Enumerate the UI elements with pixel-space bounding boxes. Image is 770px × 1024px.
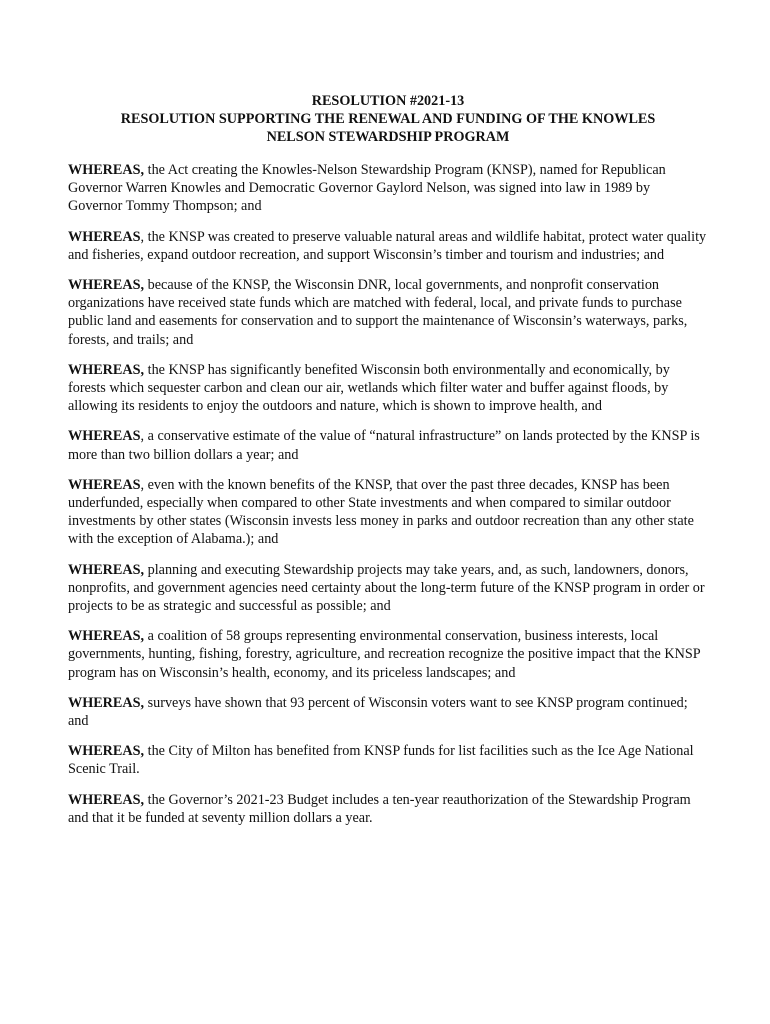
whereas-lead: WHEREAS: [68, 476, 141, 493]
whereas-text: surveys have shown that 93 percent of Wisconsin voters want to see KNSP program continued; and: [68, 694, 688, 730]
whereas-text: because of the KNSP, the Wisconsin DNR, local governments, and nonprofit conservation organizations have received state funds which are matched with federal, local, and private funds to purchase public land and easements for conservation and to support the maintenance of Wisconsin’s waterways, parks, forests, and trails; and: [68, 277, 688, 348]
whereas-paragraph: [68, 561, 708, 616]
whereas-text: , even with the known benefits of the KNSP, that over the past three decades, KNSP has been underfunded, especially when compared to other State investments and when compared to similar outdoor investments by other states (Wisconsin invests less money in parks and outdoor recreation than any other state with the exception of Alabama.); and: [68, 476, 694, 548]
whereas-text: planning and executing Stewardship projects may take years, and, as such, landowners, donors, nonprofits, and government agencies need certainty about the long-term future of the KNSP program in order or projects to be as strategic and successful as possible; and: [68, 561, 705, 615]
resolution-number: RESOLUTION #2021-13: [311, 93, 465, 109]
resolution-title: [68, 92, 708, 146]
whereas-paragraph: [68, 276, 708, 349]
resolution-title-line-2: NELSON STEWARDSHIP PROGRAM: [266, 129, 510, 145]
whereas-text: the Governor’s 2021-23 Budget includes a ten-year reauthorization of the Stewardship Program and that it be funded at seventy million dollars a year.: [68, 791, 691, 826]
whereas-paragraph: [68, 161, 708, 216]
whereas-paragraph: [68, 694, 708, 730]
whereas-lead: WHEREAS,: [68, 743, 145, 760]
whereas-text: the Act creating the Knowles-Nelson Stewardship Program (KNSP), named for Republican Governor Warren Knowles and Democratic Governor Gaylord Nelson, was signed into law in 1989 by Governor Tommy Thompson; and: [68, 162, 666, 215]
whereas-text: the City of Milton has benefited from KNSP funds for list facilities such as the Ice Age National Scenic Trail.: [68, 743, 694, 778]
whereas-lead: WHEREAS,: [68, 694, 145, 711]
whereas-text: , the KNSP was created to preserve valuable natural areas and wildlife habitat, protect water quality and fisheries, expand outdoor recreation, and support Wisconsin’s timber and tourism and industries; and: [68, 228, 707, 263]
document-page: [68, 92, 708, 839]
whereas-lead: WHEREAS,: [68, 162, 145, 178]
whereas-text: a coalition of 58 groups representing environmental conservation, business interests, local governments, hunting, fishing, forestry, agriculture, and recreation recognize the positive impact that the KNSP program has on Wisconsin’s health, economy, and its priceless landscapes; and: [68, 628, 701, 681]
whereas-paragraph: [68, 228, 708, 264]
whereas-text: , a conservative estimate of the value of “natural infrastructure” on lands protected by the KNSP is more than two billion dollars a year; and: [68, 428, 700, 463]
whereas-paragraph: [68, 742, 708, 778]
resolution-title-line-1: RESOLUTION SUPPORTING THE RENEWAL AND FUNDING OF THE KNOWLES: [120, 111, 656, 127]
whereas-paragraph: [68, 361, 708, 416]
whereas-paragraph: [68, 427, 708, 463]
whereas-lead: WHEREAS,: [68, 361, 145, 378]
whereas-text: the KNSP has significantly benefited Wisconsin both environmentally and economically, by forests which sequester carbon and clean our air, wetlands which filter water and buffer against floods, by allowing its residents to enjoy the outdoors and nature, which is shown to improve health, and: [68, 361, 670, 415]
whereas-paragraph: [68, 791, 708, 827]
whereas-lead: WHEREAS,: [68, 561, 145, 578]
whereas-lead: WHEREAS,: [68, 628, 145, 645]
whereas-lead: WHEREAS: [68, 228, 141, 245]
whereas-paragraph: [68, 476, 708, 549]
whereas-paragraph: [68, 627, 708, 682]
whereas-lead: WHEREAS,: [68, 791, 145, 808]
whereas-lead: WHEREAS: [68, 428, 141, 445]
whereas-lead: WHEREAS,: [68, 277, 145, 294]
